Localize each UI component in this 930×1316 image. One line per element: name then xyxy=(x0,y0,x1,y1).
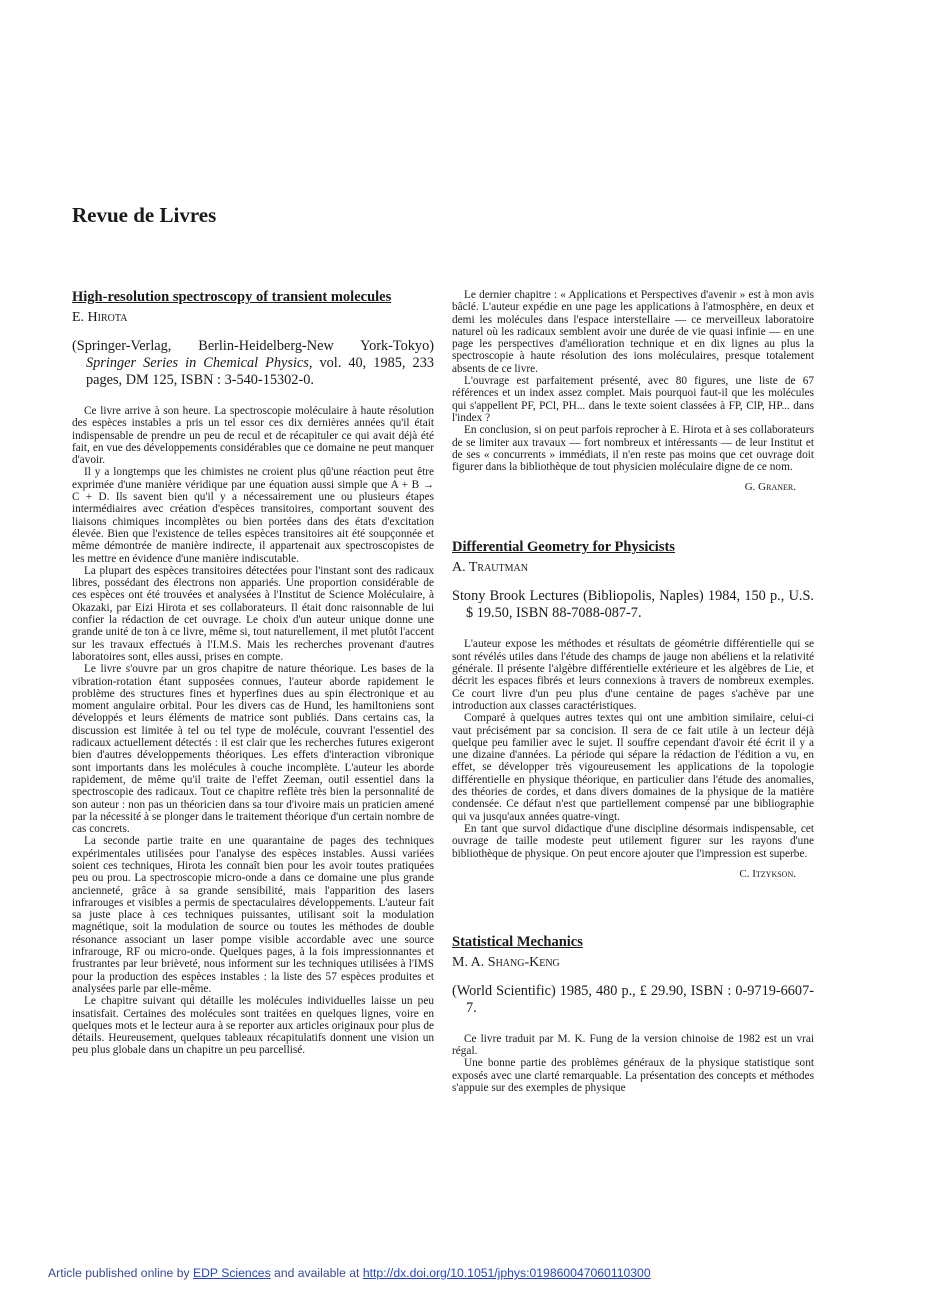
review-hirota xyxy=(72,289,434,1057)
review-paragraph: En tant que survol didactique d'une discipline désormais indispensable, cet ouvrage de taille modeste peut utilement figurer sur les rayons d'une bibliothèque de physique. On peut encore ajouter que l'impression est superbe. xyxy=(452,822,814,860)
reviewer-signature: G. Graner. xyxy=(744,481,796,494)
review-author: E. Hirota xyxy=(72,310,128,325)
review-paragraph: Le chapitre suivant qui détaille les molécules individuelles laisse un peu insatisfait. Certaines des molécules sont traitées en quelques lignes, voire en quelques mots et le lecteur aura à se reporter aux articles originaux pour plus de détails. Heureusement, quelques tableaux récapitulatifs donnent une vision un peu plus globale dans un chapitre un peu parcellisé. xyxy=(72,995,434,1057)
right-column xyxy=(452,289,814,1094)
review-paragraph: L'ouvrage est parfaitement présenté, avec 80 figures, une liste de 67 références et un index assez complet. Mais pourquoi faut-il que les molécules qui s'appellent PF, PCl, PH... dans le texte soient classées à FP, ClP, HP... dans l'index ? xyxy=(452,375,814,424)
review-body xyxy=(72,405,434,1057)
review-body xyxy=(452,638,814,859)
review-publication-info: Stony Brook Lectures (Bibliopolis, Naples) 1984, 150 p., U.S. $ 19.50, ISBN 88-7088-087-7. xyxy=(452,588,814,622)
review-title: Differential Geometry for Physicists xyxy=(452,539,675,556)
review-paragraph: Ce livre arrive à son heure. La spectroscopie moléculaire à haute résolution des espèces instables a pris un tel essor ces dix dernières années qu'il était indispensable de prendre un peu de recul et de récapituler ce qui avait déjà été fait, en vue des développements considérables que ce domaine ne peut manquer d'avoir. xyxy=(72,405,434,467)
left-column xyxy=(72,289,434,1057)
review-paragraph: Comparé à quelques autres textes qui ont une ambition similaire, celui-ci vaut précisément par sa concision. Il sera de ce fait utile à un lecteur déjà quelque peu familier avec le sujet. Il souffre cependant d'avoir été écrit il y a une dizaine d'années. La période qui sépare la rédaction de l'édition a vu, en effet, se développer très vigoureusement les applications de la topologie différentielle en physique théorique, en particulier dans l'étude des anomalies, des théories de cordes, et dans divers domaines de la physique de la matière condensée. Ce défaut n'est que partiellement compensé par une bibliographie qui va jusqu'aux années quatre-vingt. xyxy=(452,712,814,823)
review-title: Statistical Mechanics xyxy=(452,933,583,950)
pub-series: Springer Series in Chemical Physics xyxy=(86,355,309,371)
review-publication-info: (World Scientific) 1985, 480 p., £ 29.90, ISBN : 0-9719-6607-7. xyxy=(452,982,814,1016)
doi-link[interactable]: http://dx.doi.org/10.1051/jphys:019860047060110300 xyxy=(362,1266,651,1280)
pub-publisher: (Springer-Verlag, Berlin-Heidelberg-New York-Tokyo) xyxy=(72,338,434,354)
review-paragraph: Le livre s'ouvre par un gros chapitre de nature théorique. Les bases de la vibration-rotation étant supposées connues, l'auteur aborde rapidement le problème des structures fines et hyperfines dues au spin électronique et au moment angulaire orbital. Pour les divers cas de Hund, les hamiltoniens sont développés et leurs éléments de matrice sont publiés. Dans certains cas, la discussion est limitée à tel ou tel type de molécule, couvrant l'essentiel des radicaux actuellement détectés : il est clair que les recherches futures exigeront bien d'autres développements théoriques. Les effets d'interaction vibronique sont importants dans les molécules à couche incomplète. L'auteur les aborde rapidement, de même qu'il traite de l'effet Zeeman, outil essentiel dans la spectroscopie des radicaux. Tout ce chapitre reflète très bien la personnalité de son auteur : non pas un théoricien dans sa tour d'ivoire mais un praticien amené par la nécessité à se plonger dans le traitement théorique d'un certain nombre de cas concrets. xyxy=(72,663,434,836)
review-trautman xyxy=(452,539,814,879)
review-author: M. A. Shang-Keng xyxy=(452,954,560,970)
review-paragraph: Il y a longtemps que les chimistes ne croient plus qû'une réaction peut être exprimée d'une manière véridique par une équation aussi simple que A + B → C + D. Ils savent bien qu'il y a nécessairement une ou plusieurs étapes intermédiaires avec création d'espèces transitoires, comportant souvent des liaisons chimiques incomplètes ou bien portées dans des états d'excitation élevée. Bien que l'existence de telles espèces transitoires ait été soupçonnée et même démontrée de manière indirecte, il appartenait aux spectroscopistes de les mettre en évidence d'une manière indiscutable. xyxy=(72,466,434,565)
review-paragraph: Le dernier chapitre : « Applications et Perspectives d'avenir » est à mon avis bâclé. L'auteur expédie en une page les applications à l'atmosphère, en deux et demi les molécules dans l'espace interstellaire — ce merveilleux laboratoire naturel où les radicaux semblent avoir une durée de vie quasi infinie — en une page les perspectives d'amélioration technique et en dix lignes au plus la spectroscopie à haute résolution des ions moléculaires, presque totalement absents de ce livre. xyxy=(452,289,814,375)
footer-publication-notice xyxy=(48,1266,651,1280)
review-shang-keng xyxy=(452,934,814,1094)
pub-details: , vol. 40, 1985, 233 pages, DM 125, ISBN : 3-540-15302-0. xyxy=(86,355,434,388)
review-body-continued xyxy=(452,289,814,473)
review-paragraph: En conclusion, si on peut parfois reprocher à E. Hirota et à ses collaborateurs de se limiter aux travaux — fort nombreux et intéressants — de leur Institut et de ses « concurrents » immédiats, il n'en reste pas moins que cet ouvrage doit figurer dans la bibliothèque de tout physicien moléculaire digne de ce nom. xyxy=(452,424,814,474)
review-publication-info xyxy=(72,338,434,389)
review-body xyxy=(452,1033,814,1094)
footer-prefix: Article published online by xyxy=(48,1266,193,1280)
footer-middle: and available at xyxy=(270,1266,363,1280)
publisher-link[interactable]: EDP Sciences xyxy=(192,1266,271,1280)
review-title: High-resolution spectroscopy of transient molecules xyxy=(72,289,392,305)
review-author: A. Trautman xyxy=(452,560,528,576)
review-paragraph: Ce livre traduit par M. K. Fung de la version chinoise de 1982 est un vrai régal. xyxy=(452,1032,814,1058)
reviewer-signature: C. Itzykson. xyxy=(739,867,796,880)
review-paragraph: La seconde partie traite en une quarantaine de pages des techniques expérimentales utilisées pour l'analyse des espèces instables. Aussi variées soient ces techniques, Hirota les connaît bien pour les avoir toutes pratiquées peu ou prou. La spectroscopie micro-onde a dans ce domaine une plus grande ancienneté, grâce à sa grande sensibilité, mais l'apparition des lasers infrarouges et visibles a permis de spectaculaires développements. L'auteur fait sa juste place à ces techniques puissantes, utilisant soit la modulation magnétique, soit la modulation de source ou toutes les méthodes de double résonance associant un laser pompe visible accordable avec une source infrarouge, RF ou micro-onde. Quelques pages, à la fois impressionnantes et frustrantes par leur brièveté, nous informent sur les techniques utilisées à l'IMS pour la production des espèces instables : la liste des 57 espèces produites et analysées parle par elle-même. xyxy=(72,835,434,995)
review-paragraph: Une bonne partie des problèmes généraux de la physique statistique sont exposés avec une clarté remarquable. La présentation des concepts et méthodes s'appuie sur des exemples de physique xyxy=(452,1057,814,1094)
page-title: Revue de Livres xyxy=(72,203,217,227)
review-paragraph: La plupart des espèces transitoires détectées pour l'instant sont des radicaux libres, possédant des électrons non appariés. Une proportion considérable de ces espèces ont été trouvées et analysées à l'Institut de Science Moléculaire, à Okazaki, par Eizi Hirota et ses collaborateurs. Il était donc raisonnable de lui confier la rédaction de cet ouvrage. Le choix d'un auteur unique donne une grande unité de ton à ce livre, même si, tout naturellement, il met plutôt l'accent sur les travaux effectués à l'I.M.S. Mais les recherches provenant d'autres laboratoires sont, elles aussi, prises en compte. xyxy=(72,564,434,663)
review-paragraph: L'auteur expose les méthodes et résultats de géométrie différentielle qui se sont révélés utiles dans l'étude des champs de jauge non abéliens et la relativité générale. Il présente l'algèbre différentielle extérieure et les algèbres de Lie, et décrit les espaces fibrés et leurs connexions à travers de nombreux exemples. Ce court livre d'un peu plus d'une centaine de pages s'achève par une introduction aux classes caractéristiques. xyxy=(452,638,814,712)
